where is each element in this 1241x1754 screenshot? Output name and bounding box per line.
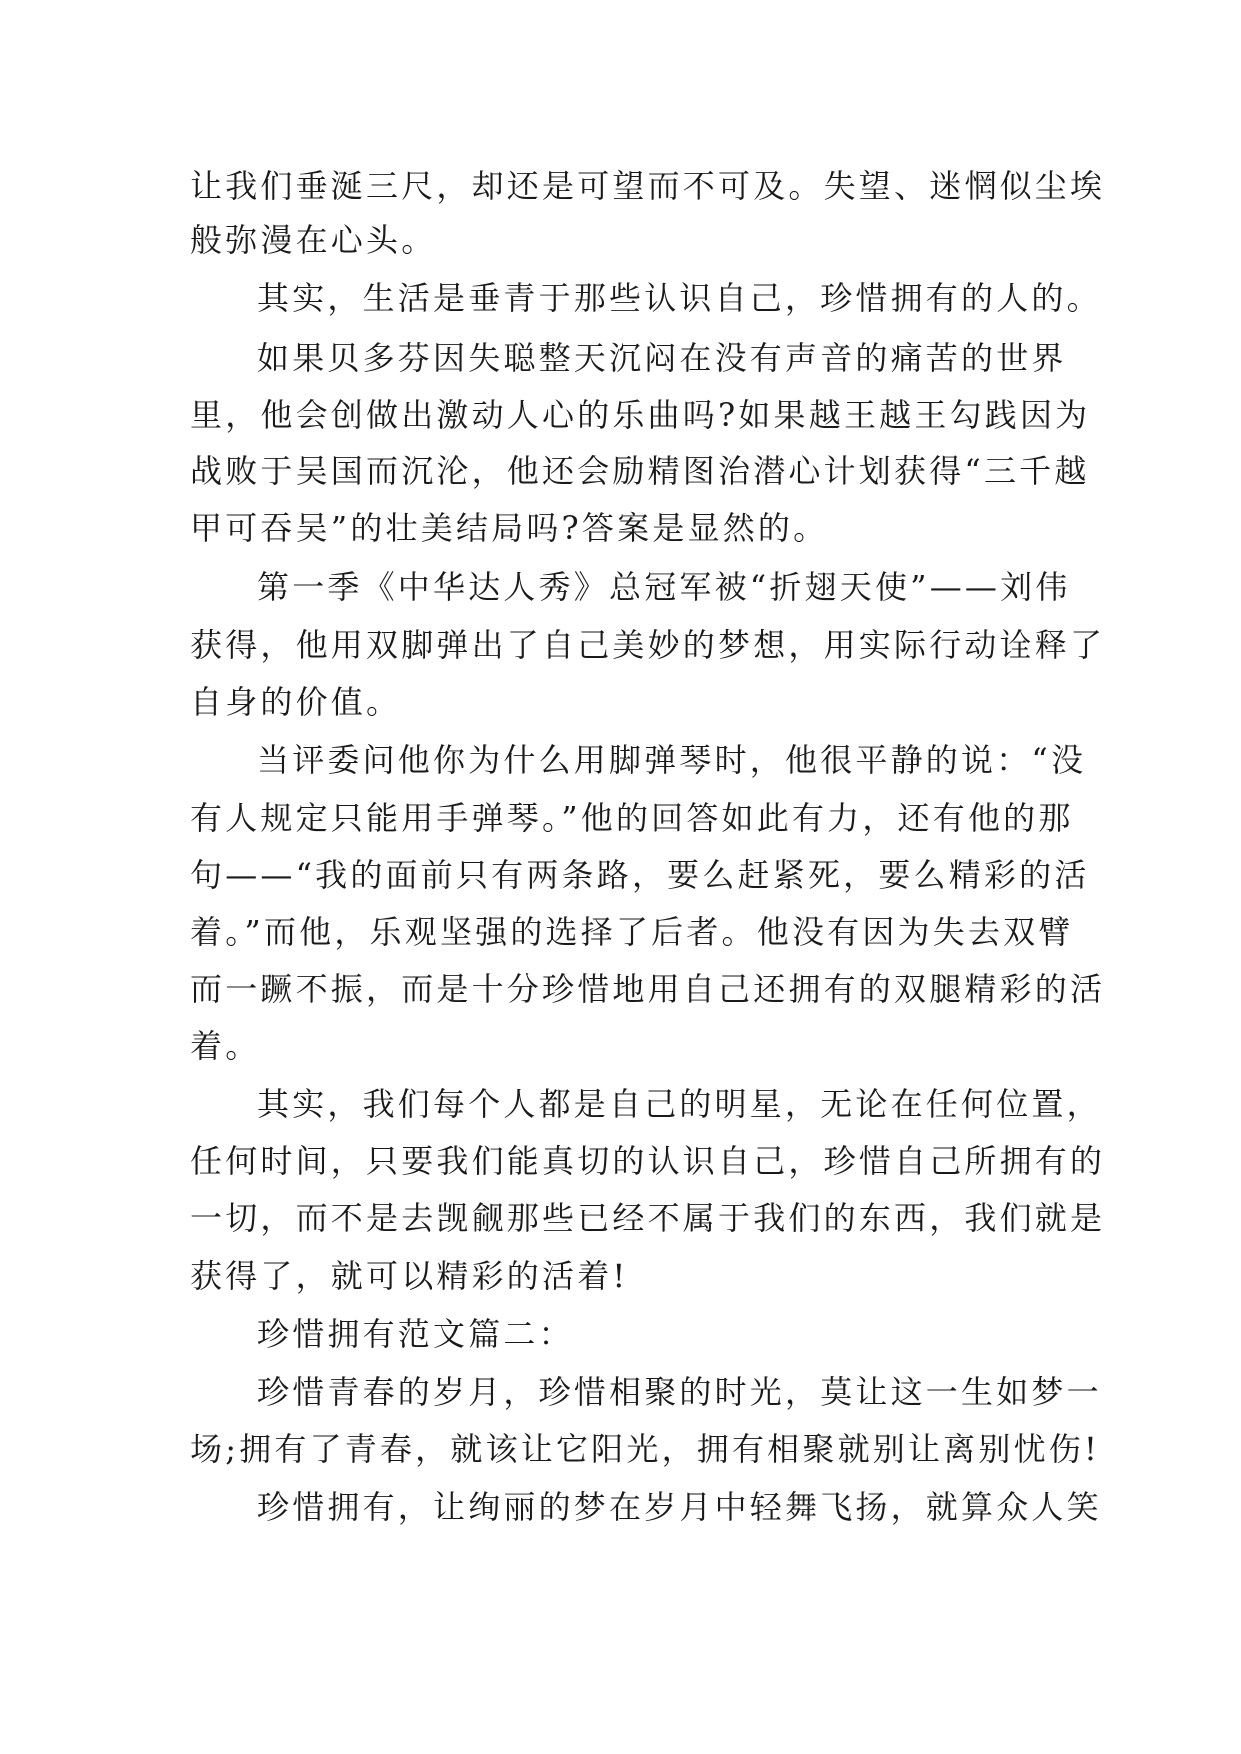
paragraph-line: 珍惜青春的岁月，珍惜相聚的时光，莫让这一生如梦一 [257, 1373, 1102, 1411]
paragraph-line: 珍惜拥有，让绚丽的梦在岁月中轻舞飞扬，就算众人笑 [257, 1488, 1102, 1526]
paragraph-line: 第一季《中华达人秀》总冠军被“折翅天使”——刘伟 [257, 568, 1071, 606]
paragraph-line: 其实，生活是垂青于那些认识自己，珍惜拥有的人的。 [257, 279, 1102, 317]
text-line: 般弥漫在心头。 [190, 221, 437, 259]
text-line: 而一蹶不振，而是十分珍惜地用自己还拥有的双腿精彩的活 [190, 970, 1106, 1008]
text-line: 让我们垂涎三尺，却还是可望而不可及。失望、迷惘似尘埃 [190, 167, 1106, 205]
text-line: 里，他会创做出激动人心的乐曲吗?如果越王越王勾践因为 [190, 396, 1091, 434]
text-line: 着。 [190, 1027, 261, 1065]
text-line: 一切，而不是去觊觎那些已经不属于我们的东西，我们就是 [190, 1199, 1106, 1237]
text-line: 场;拥有了青春，就该让它阳光，拥有相聚就别让离别忧伤! [190, 1430, 1101, 1468]
text-line: 甲可吞吴”的壮美结局吗?答案是显然的。 [190, 509, 829, 547]
text-line: 任何时间，只要我们能真切的认识自己，珍惜自己所拥有的 [190, 1142, 1106, 1180]
paragraph-line: 其实，我们每个人都是自己的明星，无论在任何位置， [257, 1085, 1102, 1123]
section-heading: 珍惜拥有范文篇二： [257, 1315, 574, 1353]
paragraph-line: 如果贝多芬因失聪整天沉闷在没有声音的痛苦的世界 [257, 339, 1067, 377]
text-line: 句——“我的面前只有两条路，要么赶紧死，要么精彩的活 [190, 856, 1090, 894]
text-line: 战败于吴国而沉沦，他还会励精图治潜心计划获得“三千越 [190, 452, 1090, 490]
text-line: 着。”而他，乐观坚强的选择了后者。他没有因为失去双臂 [190, 913, 1074, 951]
text-line: 获得了，就可以精彩的活着! [190, 1257, 629, 1295]
text-line: 获得，他用双脚弹出了自己美妙的梦想，用实际行动诠释了 [190, 626, 1106, 664]
paragraph-line: 当评委问他你为什么用脚弹琴时，他很平静的说：“没 [257, 741, 1087, 779]
text-line: 自身的价值。 [190, 683, 402, 721]
text-line: 有人规定只能用手弹琴。”他的回答如此有力，还有他的那 [190, 799, 1074, 837]
